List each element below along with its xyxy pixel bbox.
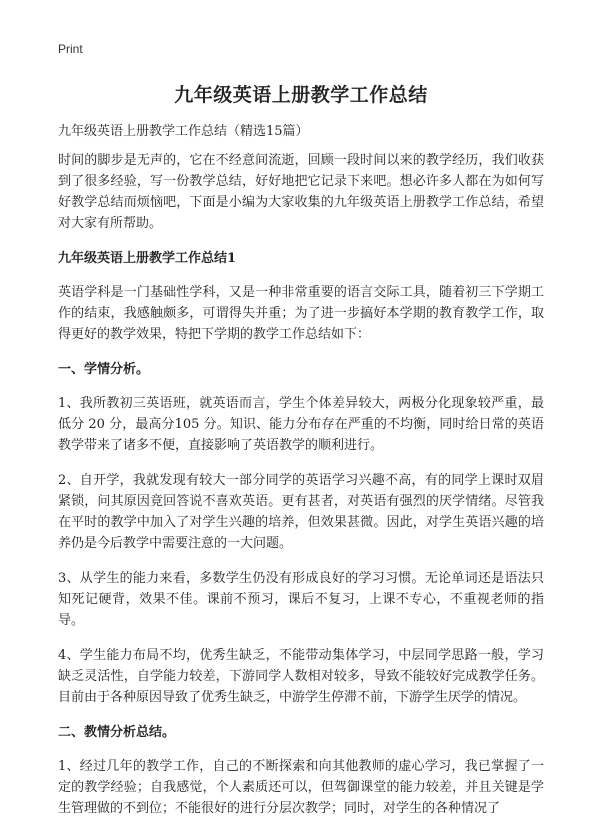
- page-title: 九年级英语上册教学工作总结: [174, 84, 428, 106]
- article-body: [58, 150, 544, 833]
- list-item: 4、学生能力布局不均，优秀生缺乏，不能带动集体学习，中层同学思路一般，学习缺乏灵活性，自学能力较差，下游同学人数相对较多，导致不能较好完成教学任务。目前由于各种原因导致了优秀生缺乏，中游学生停滞不前，下游学生厌学的情况。: [58, 648, 544, 705]
- section-intro-paragraph: 英语学科是一门基础性学科，又是一种非常重要的语言交际工具，随着初三下学期工作的结束，我感触颇多，可谓得失并重；为了进一步搞好本学期的教育教学工作，取得更好的教学效果，特把下学期的教学工作总结如下：: [58, 285, 544, 342]
- list-item: 1、我所教初三英语班，就英语而言，学生个体差异较大，两极分化现象较严重，最低分 20 分，最高分105 分。知识、能力分布存在严重的不均衡，同时给日常的英语教学带来了诸多不便，直接影响了英语教学的顺利进行。: [58, 396, 544, 453]
- list-item: 3、从学生的能力来看，多数学生仍没有形成良好的学习习惯。无论单词还是语法只知死记硬背，效果不佳。课前不预习，课后不复习，上课不专心，不重视老师的指导。: [58, 571, 544, 628]
- section-heading: 九年级英语上册教学工作总结1: [58, 251, 237, 266]
- part1-heading: 一、学情分析。: [58, 362, 150, 377]
- page-subtitle: 九年级英语上册教学工作总结（精选15篇）: [58, 124, 309, 139]
- part2-heading: 二、教情分析总结。: [58, 725, 176, 740]
- intro-paragraph: 时间的脚步是无声的，它在不经意间流逝，回顾一段时间以来的教学经历，我们收获到了很多经验，写一份教学总结，好好地把它记录下来吧。想必许多人都在为如何写好教学总结而烦恼吧，下面是小编为大家收集的九年级英语上册教学工作总结，希望对大家有所帮助。: [58, 153, 544, 231]
- list-item: 1、经过几年的教学工作，自己的不断探索和向其他教师的虚心学习，我已掌握了一定的教学经验；自我感觉，个人素质还可以，但驾御课堂的能力较差，并且关键是学生管理做的不到位；不能很好的进行分层次教学；同时，对学生的各种情况了: [58, 759, 544, 816]
- list-item: 2、自开学，我就发现有较大一部分同学的英语学习兴趣不高，有的同学上课时双眉紧锁，问其原因竟回答说不喜欢英语。更有甚者，对英语有强烈的厌学情绪。尽管我在平时的教学中加入了对学生兴趣的培养，但效果甚微。因此，对学生英语兴趣的培养仍是今后教学中需要注意的一大问题。: [58, 473, 544, 551]
- print-link[interactable]: Print: [58, 42, 83, 56]
